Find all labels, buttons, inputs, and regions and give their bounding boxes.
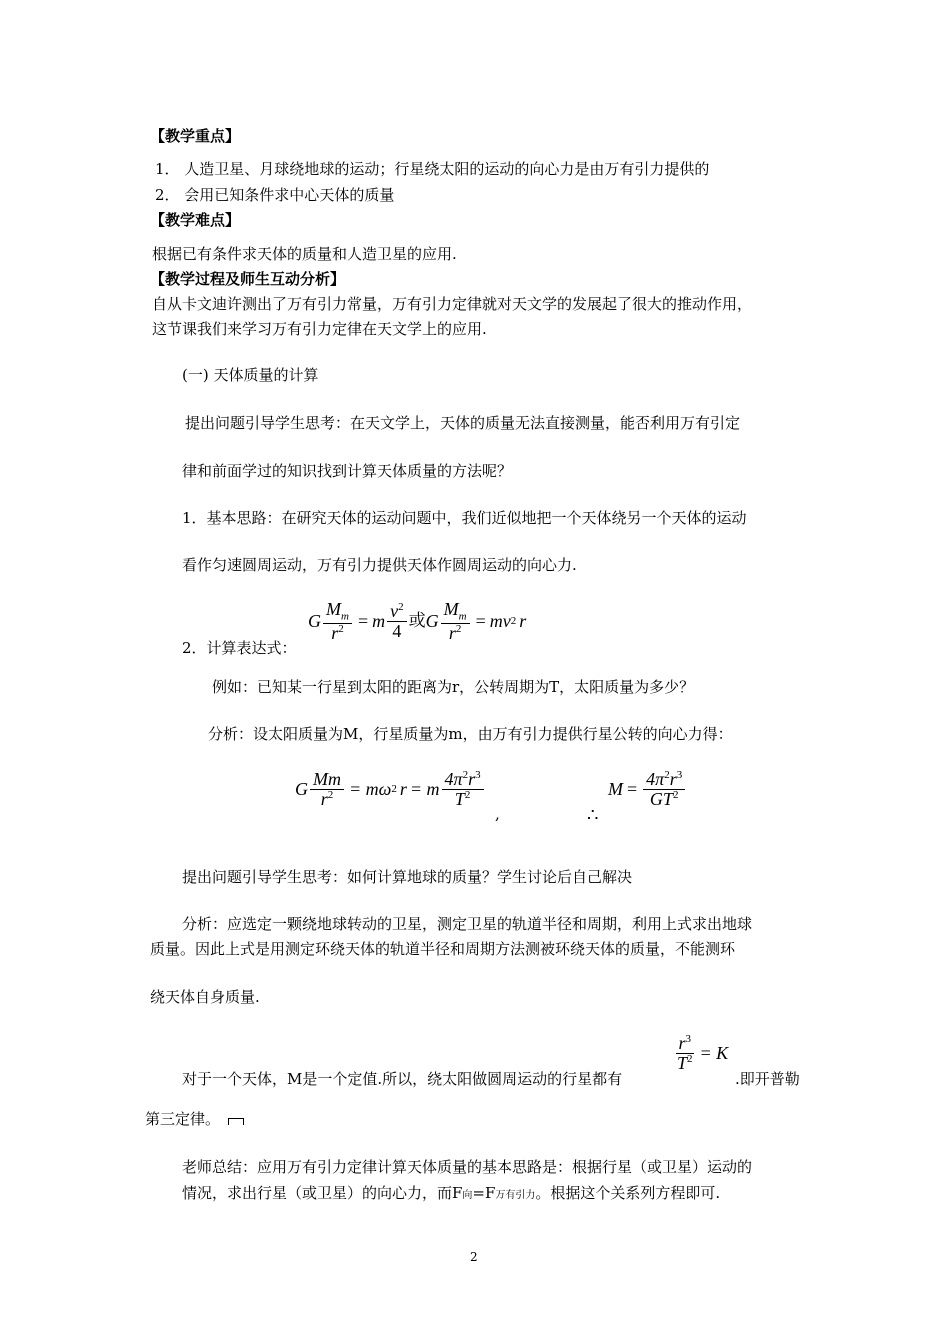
question-2: 提出问题引导学生思考：如何计算地球的质量？学生讨论后自己解决 <box>182 868 633 886</box>
formula-gravity-centripetal: G $\frac{M_m}{r^2}$ = m $\frac{v^2}{4}$ 或 G $\frac{M_m}{r^2}$ = mv 2 r <box>308 599 527 644</box>
heading-key-points: 【教学重点】 <box>150 127 241 145</box>
intro-line-1: 自从卡文迪许测出了万有引力常量，万有引力定律就对天文学的发展起了很大的推动作用， <box>152 295 753 313</box>
difficulty-text: 根据已有条件求天体的质量和人造卫星的应用. <box>152 245 457 263</box>
therefore-symbol: ∴ <box>587 805 599 826</box>
formula-sun-mass: G $\frac{Mm}{r^2}$ = mω 2 r = m $\frac{4\pi^2r^3}{T^2}$ <box>295 770 486 809</box>
formula-sun-mass-result: M = $\frac{4\pi^2r^3}{GT^2}$ <box>608 770 687 809</box>
heading-process: 【教学过程及师生互动分析】 <box>150 270 346 288</box>
formula-label: 2．计算表达式： <box>182 639 297 657</box>
basic-idea-line-2: 看作匀速圆周运动，万有引力提供天体作圆周运动的向心力. <box>182 556 577 574</box>
kepler-text-1: 对于一个天体，M是一个定值.所以，绕太阳做圆周运动的行星都有 <box>182 1070 623 1088</box>
kepler-text-3: 第三定律。 <box>145 1110 221 1128</box>
page-number: 2 <box>470 1250 478 1264</box>
section-title: (一) 天体质量的计算 <box>182 366 319 384</box>
summary-line-1: 老师总结：应用万有引力定律计算天体质量的基本思路是：根据行星（或卫星）运动的 <box>182 1158 753 1176</box>
question-line-1: 提出问题引导学生思考：在天文学上，天体的质量无法直接测量，能否利用万有引定 <box>185 414 741 432</box>
key-point-2: 2． 会用已知条件求中心天体的质量 <box>155 186 395 204</box>
analysis-2-line-2: 质量。因此上式是用测定环绕天体的轨道半径和周期方法测被环绕天体的质量，不能测环 <box>150 940 736 958</box>
summary-line-2: 情况，求出行星（或卫星）的向心力，而F向=F万有引力。根据这个关系列方程即可. <box>182 1184 721 1202</box>
heading-difficulties: 【教学难点】 <box>150 211 241 229</box>
kepler-formula: $\frac{r^3}{T^2}$ = K <box>677 1033 729 1073</box>
example-question: 例如：已知某一行星到太阳的距离为r，公转周期为T，太阳质量为多少？ <box>212 678 695 696</box>
basic-idea-line-1: 1．基本思路：在研究天体的运动问题中，我们近似地把一个天体绕另一个天体的运动 <box>182 509 747 527</box>
formula-comma: , <box>495 805 500 823</box>
analysis-2-line-3: 绕天体自身质量. <box>150 988 260 1006</box>
return-mark <box>228 1118 244 1125</box>
question-line-2: 律和前面学过的知识找到计算天体质量的方法呢？ <box>182 462 513 480</box>
analysis-1: 分析：设太阳质量为M，行星质量为m，由万有引力提供行星公转的向心力得： <box>208 725 733 743</box>
intro-line-2: 这节课我们来学习万有引力定律在天文学上的应用. <box>152 320 487 338</box>
analysis-2-line-1: 分析：应选定一颗绕地球转动的卫星，测定卫星的轨道半径和周期，利用上式求出地球 <box>182 915 753 933</box>
kepler-text-2: .即开普勒 <box>735 1070 800 1088</box>
key-point-1: 1． 人造卫星、月球绕地球的运动；行星绕太阳的运动的向心力是由万有引力提供的 <box>155 160 710 178</box>
